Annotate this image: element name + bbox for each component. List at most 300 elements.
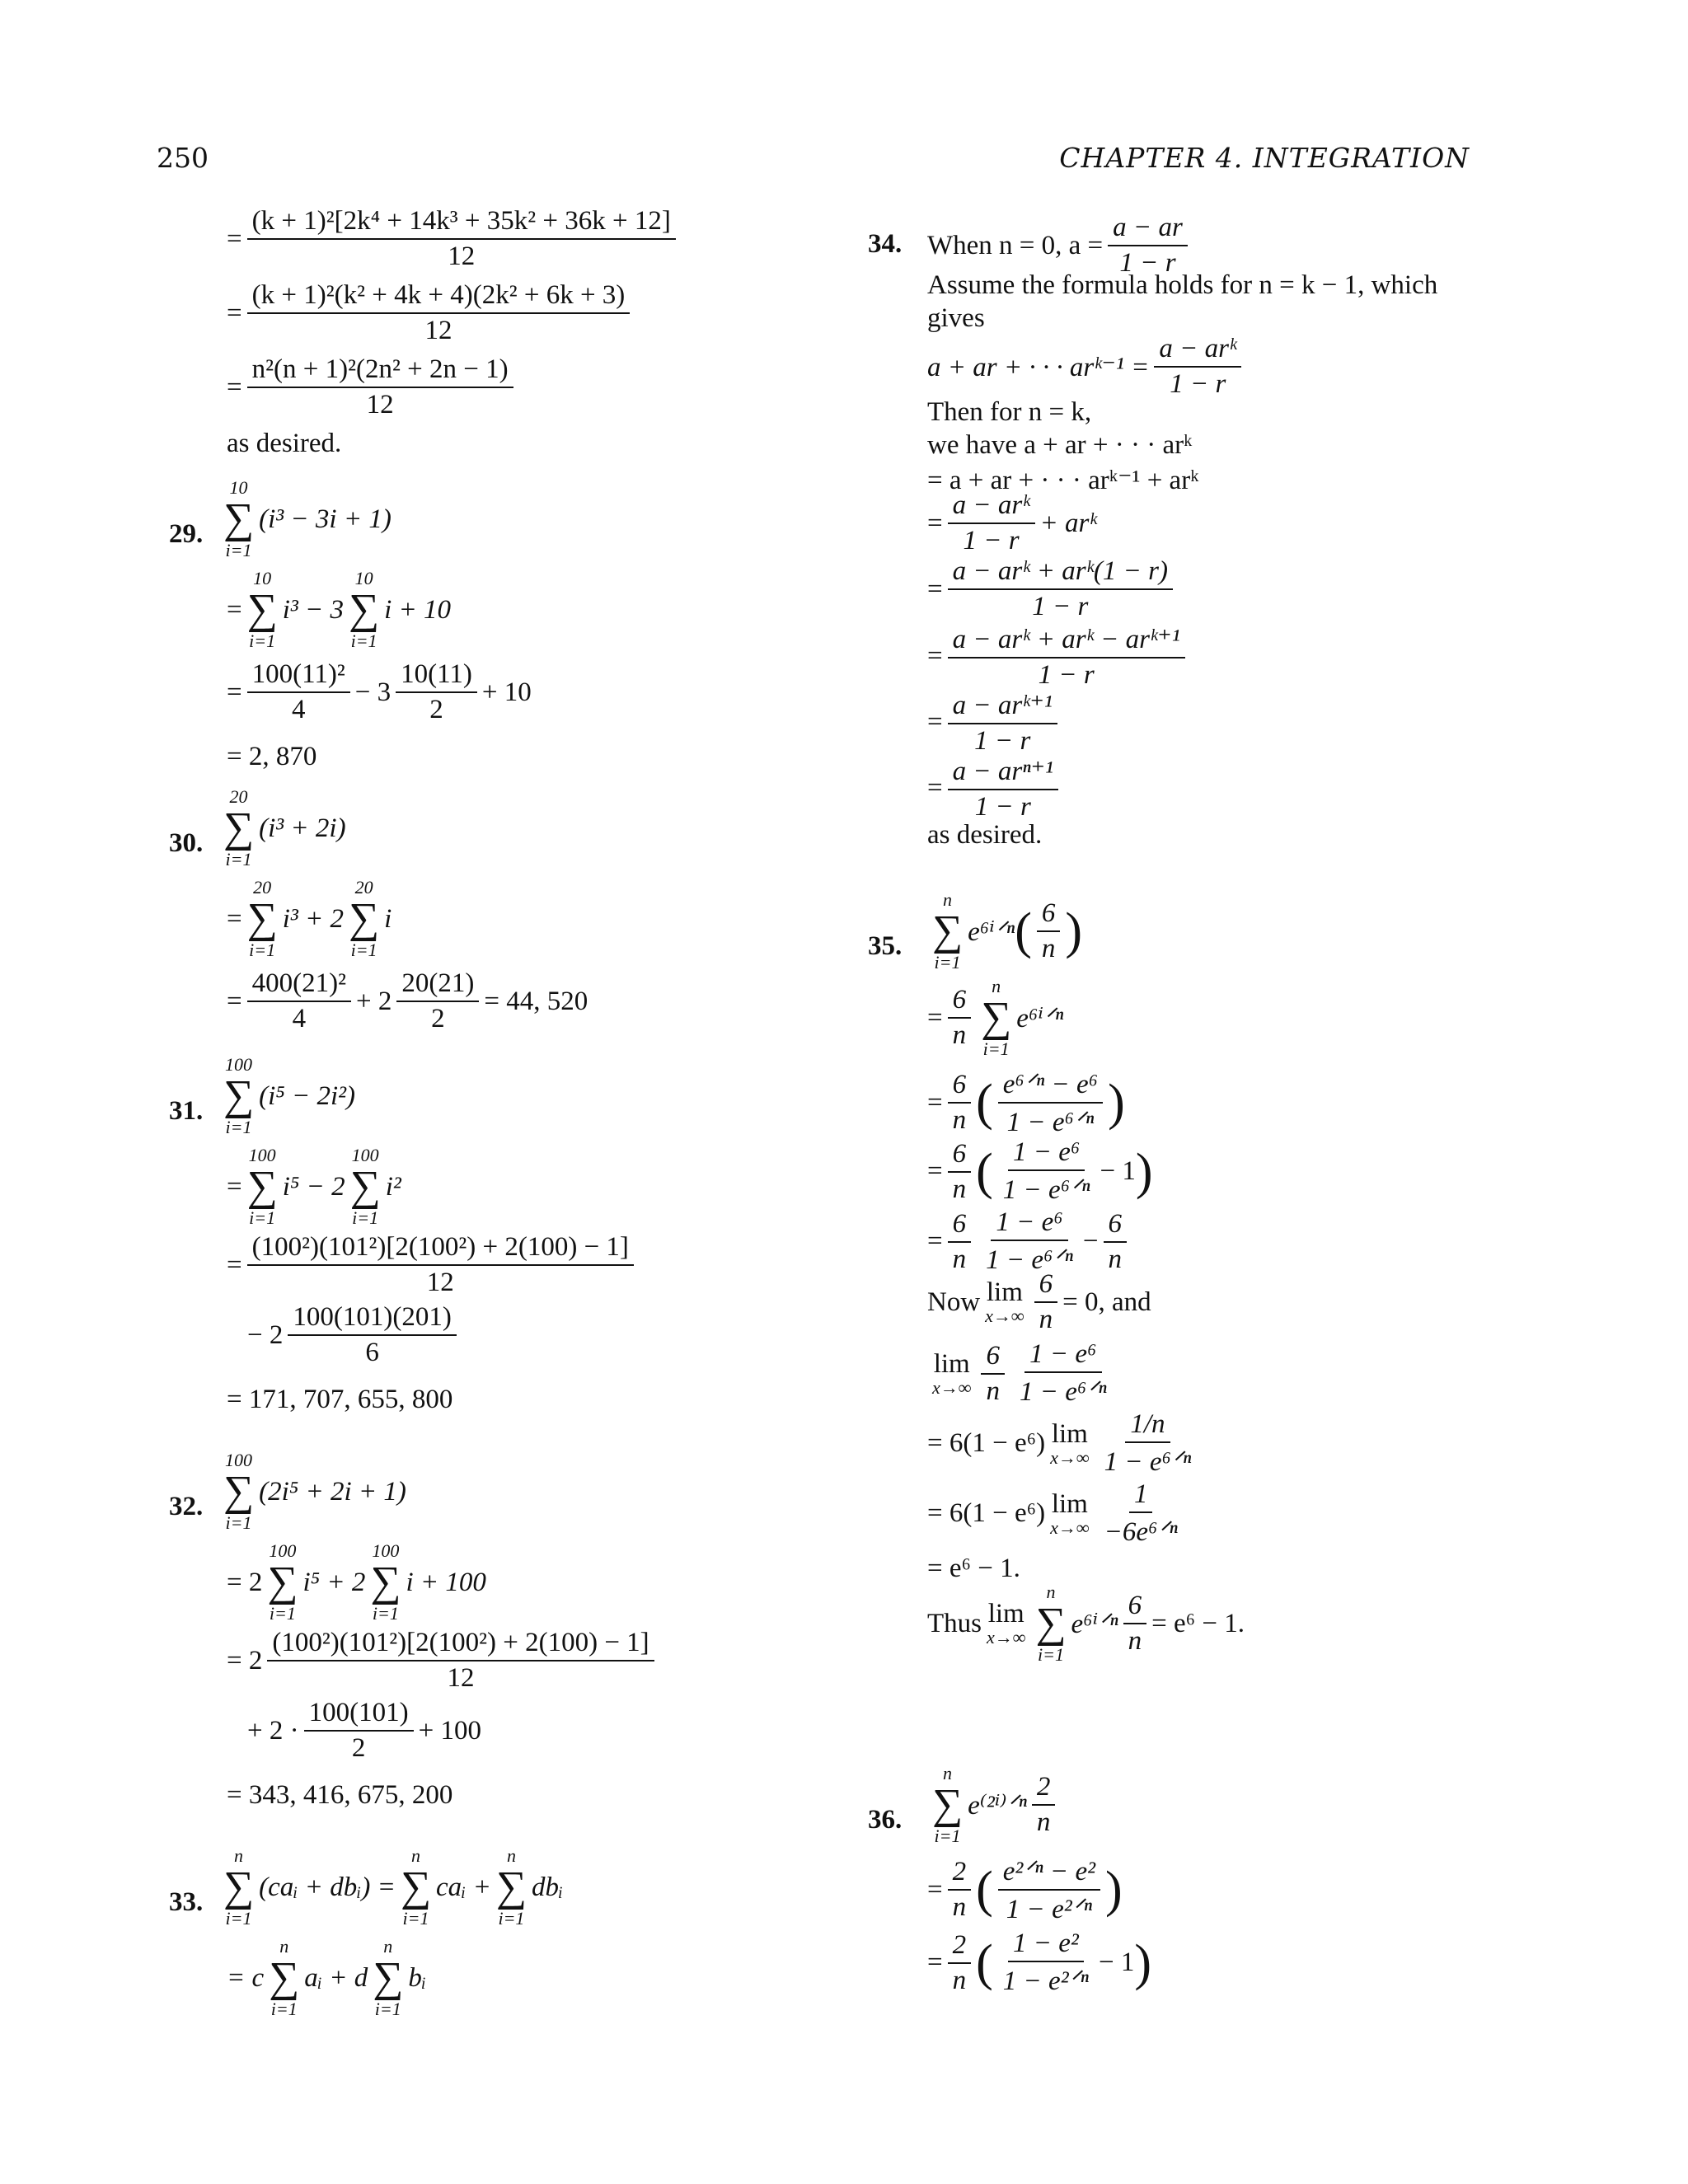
equals-sign: = bbox=[927, 1087, 943, 1118]
sigma-sum bbox=[269, 1937, 299, 2019]
fraction bbox=[1032, 1772, 1056, 1838]
lower-limit: i=1 bbox=[225, 1117, 252, 1137]
denominator: n bbox=[1039, 1305, 1053, 1334]
numerator: 6 bbox=[1123, 1591, 1147, 1624]
term: i + 10 bbox=[384, 594, 452, 625]
denominator: n bbox=[986, 1376, 1000, 1406]
denominator: 1 − r bbox=[1032, 592, 1089, 621]
sigma-symbol: ∑ bbox=[495, 1863, 527, 1910]
fraction bbox=[1015, 1339, 1112, 1408]
result-line: = 343, 416, 675, 200 bbox=[227, 1780, 453, 1810]
fraction bbox=[247, 1232, 634, 1298]
sigma-sum bbox=[1035, 1582, 1066, 1665]
fraction bbox=[948, 1930, 972, 1996]
numerator: 6 bbox=[948, 1209, 972, 1243]
math-line bbox=[927, 622, 1190, 691]
left-paren: ( bbox=[976, 1075, 993, 1131]
fraction bbox=[998, 1854, 1100, 1925]
numerator: 1 bbox=[1129, 1479, 1153, 1513]
numerator: a − arᵏ bbox=[948, 490, 1035, 524]
result-line: = e⁶ − 1. bbox=[927, 1554, 1020, 1583]
math-line bbox=[927, 754, 1063, 823]
left-paren: ( bbox=[976, 1862, 993, 1918]
numerator: (100²)(101²)[2(100²) + 2(100) − 1] bbox=[267, 1628, 654, 1661]
math-line bbox=[227, 1937, 426, 2019]
lower-limit: i=1 bbox=[249, 940, 276, 960]
equals-sign: = bbox=[227, 986, 242, 1016]
text-line: gives bbox=[927, 303, 985, 333]
math-line bbox=[927, 1409, 1201, 1478]
lower-limit: i=1 bbox=[352, 1207, 379, 1228]
upper-limit: n bbox=[943, 889, 953, 910]
sigma-symbol: ∑ bbox=[349, 586, 380, 633]
math-line bbox=[218, 787, 346, 869]
numerator: 6 bbox=[1034, 1269, 1058, 1303]
math-line bbox=[227, 206, 681, 272]
fraction bbox=[1100, 1479, 1183, 1548]
fraction bbox=[948, 1857, 972, 1923]
term: − 1 bbox=[1098, 1947, 1135, 1977]
numerator: a − arⁿ⁺¹ bbox=[948, 754, 1058, 790]
term: = 6(1 − e⁶) bbox=[927, 1498, 1046, 1528]
equals-sign: = bbox=[227, 223, 242, 254]
term: + 10 bbox=[481, 677, 532, 707]
sigma-symbol: ∑ bbox=[1035, 1600, 1067, 1647]
numerator: (100²)(101²)[2(100²) + 2(100) − 1] bbox=[247, 1232, 634, 1266]
sigma-symbol: ∑ bbox=[269, 1954, 300, 2001]
denominator: n bbox=[1036, 1807, 1051, 1837]
math-line bbox=[227, 569, 451, 651]
denominator: 12 bbox=[447, 1663, 475, 1693]
numerator: 2 bbox=[948, 1930, 972, 1964]
limit-operator bbox=[1050, 1490, 1089, 1538]
denominator: 1 − e²ᐟⁿ bbox=[1006, 1895, 1092, 1924]
sigma-sum bbox=[349, 569, 379, 651]
lower-limit: i=1 bbox=[249, 630, 276, 651]
lower-limit: i=1 bbox=[225, 540, 252, 560]
denominator: 1 − e²ᐟⁿ bbox=[1002, 1966, 1089, 1996]
upper-limit: 20 bbox=[253, 877, 272, 898]
sigma-symbol: ∑ bbox=[223, 1863, 255, 1910]
sigma-symbol: ∑ bbox=[246, 895, 278, 942]
math-line bbox=[927, 1929, 1151, 1997]
fraction bbox=[998, 1929, 1094, 1997]
sigma-sum bbox=[247, 878, 278, 960]
fraction bbox=[304, 1698, 414, 1764]
term: i bbox=[384, 903, 392, 934]
denominator: n bbox=[1128, 1626, 1142, 1656]
text-line: Assume the formula holds for n = k − 1, which bbox=[927, 270, 1438, 300]
denominator: n bbox=[952, 1020, 967, 1050]
math-line bbox=[927, 1339, 1117, 1408]
fraction bbox=[288, 1302, 456, 1368]
equals-sign: = bbox=[927, 508, 943, 538]
upper-limit: n bbox=[410, 1845, 420, 1866]
problem-number: 31. bbox=[169, 1096, 204, 1126]
fraction bbox=[396, 659, 477, 725]
fraction bbox=[948, 1070, 972, 1136]
sigma-symbol: ∑ bbox=[246, 1163, 278, 1210]
math-line bbox=[927, 1479, 1188, 1548]
sigma-sum bbox=[223, 478, 254, 560]
limit-word: lim bbox=[1051, 1418, 1088, 1449]
lower-limit: i=1 bbox=[1038, 1644, 1064, 1665]
equals-sign: = bbox=[927, 1002, 943, 1033]
numerator: 6 bbox=[981, 1341, 1005, 1375]
term: + 2 bbox=[356, 986, 392, 1016]
fraction bbox=[1037, 898, 1061, 964]
math-line bbox=[927, 490, 1097, 556]
denominator: 1 − r bbox=[1119, 248, 1176, 278]
math-line bbox=[927, 890, 1082, 972]
denominator: 2 bbox=[429, 695, 443, 724]
math-line bbox=[227, 1232, 639, 1298]
denominator: 1 − e⁶ᐟⁿ bbox=[1104, 1447, 1192, 1477]
numerator: 2 bbox=[948, 1857, 972, 1891]
equals-sign: = bbox=[227, 677, 242, 707]
sigma-symbol: ∑ bbox=[267, 1558, 298, 1605]
limit-subscript: x→∞ bbox=[932, 1376, 972, 1398]
fraction bbox=[948, 754, 1058, 823]
fraction bbox=[998, 1137, 1095, 1206]
denominator: 4 bbox=[292, 1004, 307, 1033]
lower-limit: i=1 bbox=[372, 1603, 399, 1624]
fraction bbox=[247, 659, 350, 725]
math-line bbox=[927, 1764, 1060, 1846]
problem-number: 30. bbox=[169, 828, 204, 858]
text: When n = 0, a = bbox=[927, 230, 1104, 260]
math-line bbox=[247, 1302, 462, 1368]
term: e⁶ⁱᐟⁿ bbox=[1016, 1004, 1064, 1033]
problem-number: 35. bbox=[868, 931, 903, 961]
term: e⁶ⁱᐟⁿ bbox=[968, 917, 1015, 947]
equals-sign: = bbox=[927, 1156, 943, 1186]
sum-expression: (i³ + 2i) bbox=[259, 813, 346, 843]
math-line bbox=[227, 280, 635, 346]
lower-limit: i=1 bbox=[225, 1908, 252, 1929]
fraction bbox=[948, 1209, 972, 1275]
denominator: n bbox=[1108, 1244, 1123, 1274]
fraction bbox=[1034, 1269, 1058, 1335]
equals-sign: = bbox=[927, 1947, 943, 1977]
denominator: 1 − e⁶ᐟⁿ bbox=[1006, 1108, 1095, 1137]
text: Thus bbox=[927, 1608, 982, 1638]
page-number: 250 bbox=[157, 142, 209, 174]
text-line: Then for n = k, bbox=[927, 397, 1092, 427]
math-line bbox=[927, 334, 1246, 400]
result-line: = 2, 870 bbox=[227, 742, 317, 771]
denominator: 1 − r bbox=[963, 526, 1020, 555]
math-line bbox=[927, 688, 1062, 757]
denominator: 1 − e⁶ᐟⁿ bbox=[986, 1245, 1073, 1275]
denominator: n bbox=[952, 1244, 967, 1274]
equals-sign: = bbox=[927, 641, 943, 671]
sigma-sum bbox=[349, 878, 379, 960]
upper-limit: 100 bbox=[269, 1540, 297, 1561]
lower-limit: i=1 bbox=[225, 849, 252, 869]
denominator: n bbox=[952, 1105, 967, 1135]
numerator: 1 − e² bbox=[1008, 1929, 1084, 1962]
denominator: 1 − r bbox=[1038, 660, 1095, 690]
denominator: 6 bbox=[365, 1338, 379, 1367]
denominator: 2 bbox=[351, 1733, 366, 1763]
math-line bbox=[227, 968, 588, 1034]
upper-limit: 20 bbox=[229, 786, 248, 807]
left-paren: ( bbox=[976, 1934, 993, 1991]
numerator: 1 − e⁶ bbox=[1025, 1339, 1101, 1373]
denominator: 12 bbox=[426, 1268, 454, 1297]
numerator: 10(11) bbox=[396, 659, 477, 693]
upper-limit: 20 bbox=[354, 877, 373, 898]
left-paren: ( bbox=[1015, 903, 1032, 959]
limit-word: lim bbox=[1051, 1488, 1088, 1519]
term: + 2 · bbox=[247, 1715, 299, 1746]
equals-sign: = bbox=[227, 298, 242, 328]
sigma-sum bbox=[932, 890, 963, 972]
fraction bbox=[1104, 1209, 1128, 1275]
fraction bbox=[1108, 213, 1188, 279]
term: e⁽²ⁱ⁾ᐟⁿ bbox=[968, 1791, 1027, 1821]
fraction bbox=[981, 1341, 1005, 1407]
limit-word: lim bbox=[986, 1277, 1023, 1307]
math-line bbox=[927, 556, 1178, 622]
upper-limit: 10 bbox=[229, 477, 248, 498]
math-line bbox=[218, 1055, 355, 1137]
sigma-symbol: ∑ bbox=[373, 1954, 404, 2001]
right-paren: ) bbox=[1105, 1862, 1123, 1918]
numerator: 6 bbox=[948, 1139, 972, 1173]
equals-sign: = bbox=[227, 372, 242, 402]
equals-sign: = bbox=[227, 594, 242, 625]
limit-subscript: x→∞ bbox=[987, 1627, 1026, 1647]
lower-limit: i=1 bbox=[269, 1603, 296, 1624]
sigma-sum bbox=[932, 1764, 963, 1846]
numerator: (k + 1)²[2k⁴ + 14k³ + 35k² + 36k + 12] bbox=[247, 206, 676, 240]
sigma-sum bbox=[223, 1451, 254, 1533]
term: i³ − 3 bbox=[282, 594, 345, 625]
fraction bbox=[948, 688, 1057, 757]
math-line bbox=[927, 1269, 1151, 1335]
problem-number: 32. bbox=[169, 1492, 204, 1521]
sigma-symbol: ∑ bbox=[932, 1781, 964, 1828]
sigma-sum bbox=[247, 569, 278, 651]
sigma-symbol: ∑ bbox=[223, 1468, 255, 1515]
limit-subscript: x→∞ bbox=[985, 1305, 1025, 1326]
sigma-sum bbox=[247, 1146, 278, 1228]
term: i⁵ + 2 bbox=[302, 1567, 366, 1597]
upper-limit: n bbox=[234, 1845, 244, 1866]
limit-word: lim bbox=[987, 1599, 1025, 1629]
sigma-sum bbox=[370, 1541, 401, 1624]
numerator: 400(21)² bbox=[247, 968, 351, 1002]
upper-limit: 10 bbox=[253, 568, 272, 588]
term: i⁵ − 2 bbox=[282, 1171, 345, 1202]
text: = e⁶ − 1. bbox=[1151, 1608, 1245, 1638]
result-line: = 171, 707, 655, 800 bbox=[227, 1385, 453, 1414]
term: − 3 bbox=[354, 677, 392, 707]
math-line bbox=[247, 1698, 481, 1764]
chapter-title: CHAPTER 4. INTEGRATION bbox=[1059, 142, 1470, 174]
numerator: n²(n + 1)²(2n² + 2n − 1) bbox=[247, 354, 513, 388]
numerator: e²ᐟⁿ − e² bbox=[998, 1854, 1100, 1891]
upper-limit: n bbox=[1046, 1582, 1056, 1602]
lower-limit: i=1 bbox=[934, 1825, 961, 1846]
math-line bbox=[927, 1854, 1123, 1925]
numerator: 100(101) bbox=[304, 1698, 414, 1732]
sigma-symbol: ∑ bbox=[981, 994, 1012, 1041]
fraction bbox=[948, 556, 1173, 622]
math-line bbox=[927, 1067, 1125, 1138]
upper-limit: 10 bbox=[354, 568, 373, 588]
text-line: = a + ar + · · · arᵏ⁻¹ + arᵏ bbox=[927, 466, 1199, 495]
denominator: 1 − r bbox=[974, 792, 1031, 822]
equals-sign: = bbox=[227, 1171, 242, 1202]
term: = c bbox=[227, 1962, 265, 1993]
denominator: 1 − e⁶ᐟⁿ bbox=[1019, 1377, 1107, 1407]
term: i² bbox=[385, 1171, 401, 1202]
numerator: a − arᵏ + arᵏ(1 − r) bbox=[948, 556, 1173, 590]
upper-limit: 100 bbox=[225, 1054, 253, 1075]
text-line: we have a + ar + · · · arᵏ bbox=[927, 430, 1193, 460]
lower-limit: i=1 bbox=[270, 1999, 298, 2019]
denominator: n bbox=[952, 1174, 967, 1204]
conclusion-text: as desired. bbox=[927, 820, 1043, 850]
sigma-sum bbox=[401, 1846, 431, 1929]
sigma-sum bbox=[223, 787, 254, 869]
denominator: n bbox=[952, 1892, 967, 1922]
limit-word: lim bbox=[933, 1348, 970, 1379]
upper-limit: n bbox=[383, 1936, 393, 1957]
denominator: n bbox=[952, 1965, 967, 1995]
upper-limit: n bbox=[992, 976, 1001, 996]
limit-subscript: x→∞ bbox=[1050, 1446, 1090, 1468]
denominator: 1 − r bbox=[974, 726, 1031, 756]
term: = 2 bbox=[227, 1567, 263, 1597]
problem-number: 29. bbox=[169, 519, 204, 549]
numerator: 6 bbox=[1037, 898, 1061, 932]
upper-limit: 100 bbox=[372, 1540, 400, 1561]
fraction bbox=[247, 280, 631, 346]
term: e⁶ⁱᐟⁿ bbox=[1071, 1610, 1118, 1639]
fraction bbox=[981, 1207, 1078, 1276]
sigma-sum bbox=[496, 1846, 527, 1929]
numerator: e⁶ᐟⁿ − e⁶ bbox=[998, 1067, 1103, 1104]
text: Now bbox=[927, 1286, 981, 1317]
math-line bbox=[227, 659, 532, 725]
limit-operator bbox=[985, 1278, 1024, 1326]
equals-sign: = bbox=[227, 903, 242, 934]
fraction bbox=[948, 985, 972, 1051]
numerator: 1/n bbox=[1125, 1409, 1170, 1443]
fraction bbox=[247, 968, 351, 1034]
sigma-sum bbox=[223, 1846, 254, 1929]
math-line bbox=[927, 977, 1063, 1059]
math-line bbox=[227, 1146, 401, 1228]
denominator: 12 bbox=[448, 241, 476, 271]
sigma-symbol: ∑ bbox=[370, 1558, 401, 1605]
lower-limit: i=1 bbox=[225, 1512, 252, 1533]
lower-limit: i=1 bbox=[374, 1999, 401, 2019]
math-line bbox=[227, 1628, 659, 1694]
numerator: 6 bbox=[948, 1070, 972, 1104]
equals-sign: = bbox=[927, 574, 943, 604]
sigma-symbol: ∑ bbox=[932, 907, 964, 954]
denominator: 4 bbox=[291, 695, 306, 724]
term: a + ar + · · · arᵏ⁻¹ = bbox=[927, 353, 1150, 382]
equals-sign: = bbox=[927, 707, 943, 737]
right-paren: ) bbox=[1065, 903, 1083, 959]
term: i³ + 2 bbox=[282, 903, 345, 934]
fraction bbox=[998, 1067, 1103, 1138]
math-line bbox=[227, 354, 518, 420]
sigma-symbol: ∑ bbox=[223, 804, 255, 851]
math-line bbox=[927, 213, 1193, 279]
term: caᵢ + bbox=[436, 1872, 491, 1902]
equals-sign: = bbox=[927, 1874, 943, 1905]
sigma-symbol: ∑ bbox=[246, 586, 278, 633]
denominator: 12 bbox=[424, 316, 452, 345]
equals-sign: = bbox=[927, 773, 943, 803]
sum-expression: (i⁵ − 2i²) bbox=[259, 1080, 356, 1111]
math-line bbox=[227, 878, 392, 960]
fraction bbox=[247, 354, 513, 420]
sum-expression: (i³ − 3i + 1) bbox=[259, 504, 392, 534]
fraction bbox=[247, 206, 676, 272]
fraction bbox=[1100, 1409, 1197, 1478]
numerator: 20(21) bbox=[396, 968, 479, 1002]
limit-operator bbox=[932, 1350, 971, 1398]
math-line bbox=[218, 478, 392, 560]
term: + 100 bbox=[418, 1715, 481, 1746]
sigma-sum bbox=[267, 1541, 298, 1624]
upper-limit: n bbox=[943, 1763, 953, 1783]
fraction bbox=[267, 1628, 654, 1694]
numerator: a − arᵏ bbox=[1154, 334, 1241, 368]
sum-expression: (2i⁵ + 2i + 1) bbox=[259, 1476, 406, 1507]
term: bᵢ bbox=[408, 1962, 427, 1993]
term: + arᵏ bbox=[1039, 508, 1097, 538]
term: = 2 bbox=[227, 1645, 263, 1675]
upper-limit: 100 bbox=[248, 1145, 276, 1165]
sigma-sum bbox=[981, 977, 1011, 1059]
upper-limit: n bbox=[279, 1936, 289, 1957]
lower-limit: i=1 bbox=[402, 1908, 429, 1929]
fraction bbox=[1154, 334, 1241, 400]
lower-limit: i=1 bbox=[350, 630, 377, 651]
math-line: = $\frac{6}{n}$ $\frac{\text{1 − e⁶}}{\text{1 − e⁶ᐟⁿ}}$ − $\frac{6}{n}$ bbox=[927, 1207, 1132, 1276]
math-line bbox=[227, 1541, 486, 1624]
numerator: 1 − e⁶ bbox=[991, 1207, 1067, 1241]
numerator: 100(11)² bbox=[247, 659, 350, 693]
fraction bbox=[948, 622, 1185, 691]
fraction bbox=[948, 490, 1035, 556]
denominator: n bbox=[1041, 934, 1056, 963]
denominator: −6e⁶ᐟⁿ bbox=[1104, 1517, 1178, 1547]
right-paren: ) bbox=[1135, 1143, 1153, 1200]
lower-limit: i=1 bbox=[934, 952, 961, 972]
sigma-symbol: ∑ bbox=[223, 495, 255, 542]
fraction bbox=[396, 968, 479, 1034]
limit-operator bbox=[1050, 1420, 1089, 1468]
denominator: 2 bbox=[431, 1004, 445, 1033]
conclusion-text: as desired. bbox=[227, 429, 342, 458]
limit-operator bbox=[987, 1600, 1025, 1647]
math-line bbox=[218, 1846, 563, 1929]
page-header bbox=[0, 142, 1688, 181]
term: dbᵢ bbox=[531, 1872, 564, 1902]
fraction bbox=[948, 1139, 972, 1205]
numerator: 2 bbox=[1032, 1772, 1056, 1806]
